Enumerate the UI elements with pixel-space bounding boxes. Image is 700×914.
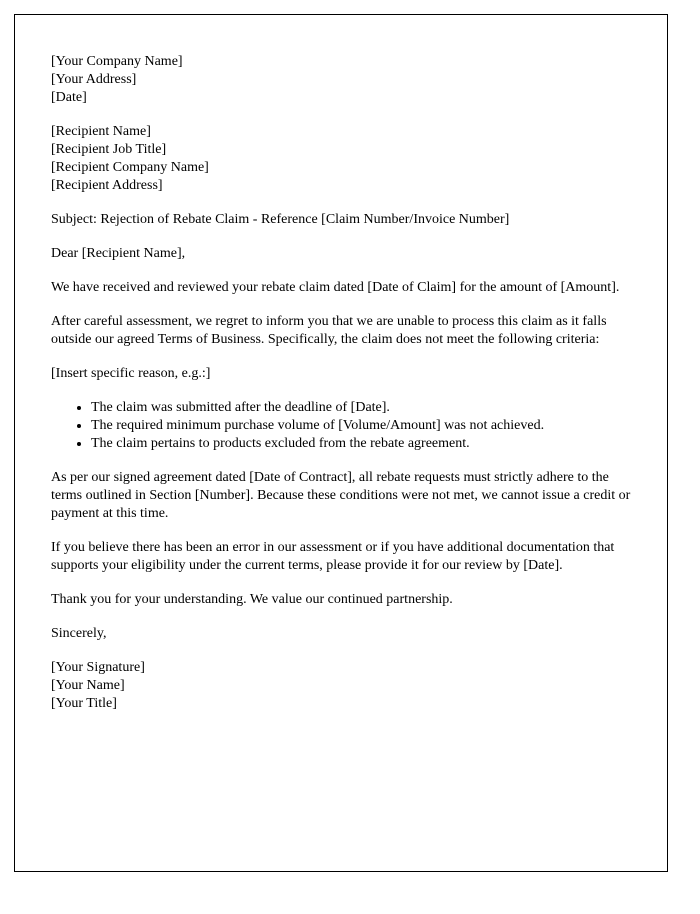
sender-company-name: [Your Company Name] — [51, 54, 183, 69]
reason-item-volume: • The required minimum purchase volume of [Volume/Amount] was not achieved. — [91, 417, 633, 435]
rejection-reason-list — [51, 399, 633, 453]
subject-line: Subject: Rejection of Rebate Claim - Reference [Claim Number/Invoice Number] — [51, 212, 510, 227]
salutation: Dear [Recipient Name], — [51, 246, 186, 261]
paragraph-reason-placeholder: [Insert specific reason, e.g.:] — [51, 366, 211, 381]
paragraph-agreement-terms: As per our signed agreement dated [Date of Contract], all rebate requests must strictly adhere to the terms outlined in Section [Number]. Because these conditions were not met, we cannot issue a credit or payment at this time. — [51, 470, 631, 521]
reason-item-excluded-products: • The claim pertains to products excluded from the rebate agreement. — [91, 435, 633, 453]
closing: Sincerely, — [51, 626, 107, 641]
reason-item-deadline: • The claim was submitted after the deadline of [Date]. — [91, 399, 633, 417]
signer-title: [Your Title] — [51, 696, 117, 711]
recipient-company-name: [Recipient Company Name] — [51, 160, 209, 175]
paragraph-error-appeal: If you believe there has been an error in our assessment or if you have additional documentation that supports your eligibility under the current terms, please provide it for our review by [Date]. — [51, 540, 615, 573]
letter-page — [14, 14, 668, 872]
recipient-name: [Recipient Name] — [51, 124, 151, 139]
paragraph-claim-received: We have received and reviewed your rebate claim dated [Date of Claim] for the amount of [Amount]. — [51, 280, 620, 295]
signer-name: [Your Name] — [51, 678, 125, 693]
sender-block — [51, 53, 633, 107]
paragraph-assessment: After careful assessment, we regret to inform you that we are unable to process this claim as it falls outside our agreed Terms of Business. Specifically, the claim does not meet the following criteria: — [51, 314, 607, 347]
letter-body — [51, 53, 633, 713]
letter-date: [Date] — [51, 90, 87, 105]
signature-block — [51, 659, 633, 713]
sender-address: [Your Address] — [51, 72, 137, 87]
paragraph-thanks: Thank you for your understanding. We value our continued partnership. — [51, 592, 453, 607]
signature-placeholder: [Your Signature] — [51, 660, 145, 675]
recipient-block — [51, 123, 633, 195]
recipient-address: [Recipient Address] — [51, 178, 163, 193]
recipient-job-title: [Recipient Job Title] — [51, 142, 167, 157]
